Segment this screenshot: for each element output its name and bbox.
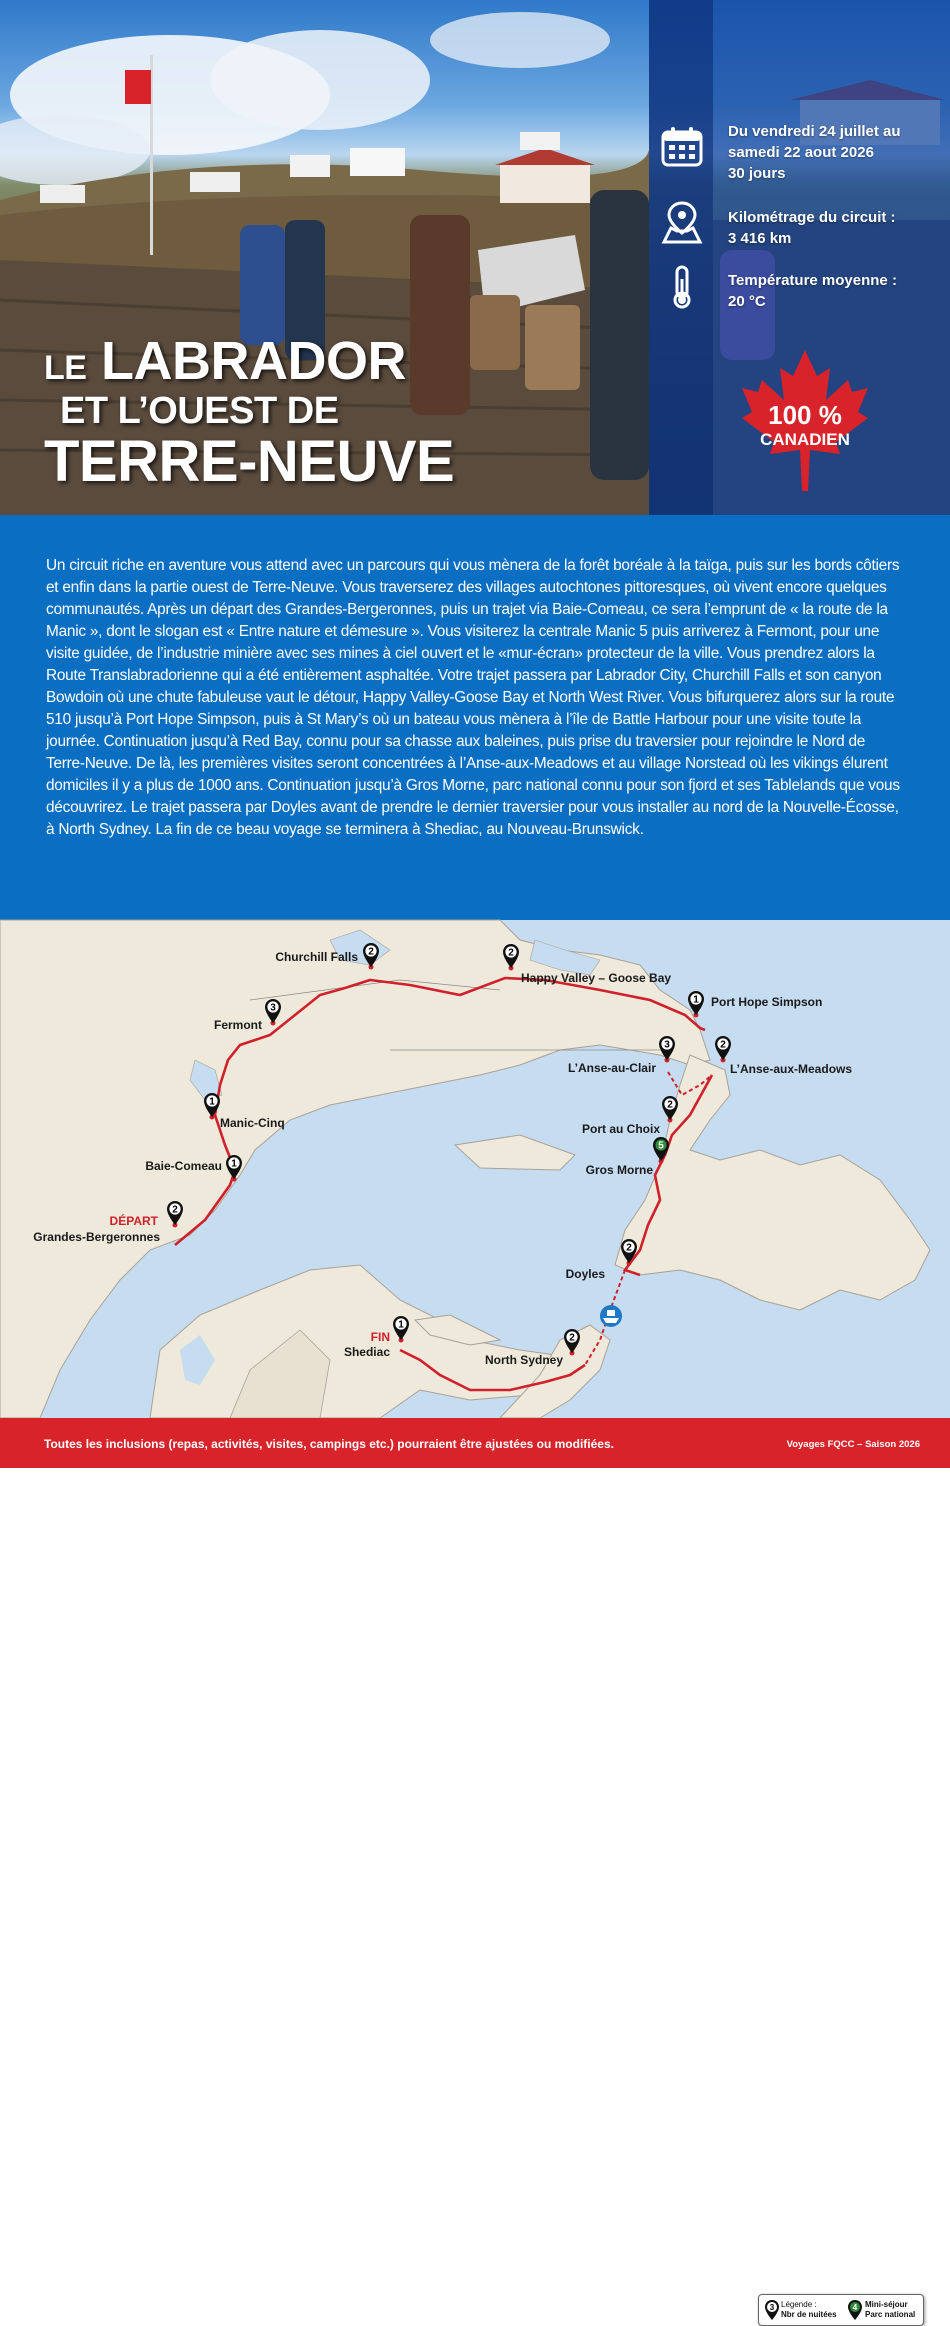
stop-label: Fermont (214, 1018, 262, 1032)
stop-label: North Sydney (484, 1353, 563, 1367)
stop-label: Grandes-Bergeronnes (33, 1230, 160, 1244)
map-legend (758, 2294, 924, 2326)
stop-label: Churchill Falls (275, 950, 358, 964)
stop-nights: 1 (209, 1096, 215, 1108)
trip-dates-line1: Du vendredi 24 juillet au (728, 123, 901, 140)
title-labrador: LABRADOR (100, 331, 406, 391)
trip-temperature-label: Température moyenne : (728, 272, 897, 289)
badge-word: CANADIEN (760, 430, 850, 449)
trip-dates-line2: samedi 22 aout 2026 (728, 144, 874, 161)
footer-bar (0, 1418, 950, 1468)
stop-nights: 3 (664, 1039, 670, 1051)
footer-note: Toutes les inclusions (repas, activités, visites, campings etc.) pourraient être ajustées ou modifiées. (44, 1437, 614, 1451)
legend-nights-label: Nbr de nuitées (781, 2310, 837, 2319)
stop-nights: 2 (626, 1242, 632, 1254)
title-le: LE (44, 349, 87, 387)
title-line3: TERRE-NEUVE (44, 429, 455, 494)
badge-percent: 100 % (768, 400, 842, 430)
stop-nights: 1 (398, 1319, 404, 1331)
trip-info-stripe (649, 0, 713, 515)
map-stop (582, 1096, 678, 1136)
map-pin-icon (715, 1036, 731, 1060)
stop-nights: 2 (569, 1332, 575, 1344)
legend-nights-pin-icon (764, 2299, 780, 2321)
stop-nights: 5 (658, 1140, 664, 1152)
stop-nights: 2 (720, 1039, 726, 1051)
stop-label: Gros Morne (585, 1163, 653, 1177)
trip-temperature (728, 270, 897, 312)
stop-nights: 2 (667, 1099, 673, 1111)
map-pin-icon (660, 200, 704, 244)
stop-nights: 2 (172, 1204, 178, 1216)
map-stop (688, 991, 822, 1018)
footer-season: Voyages FQCC – Saison 2026 (786, 1439, 920, 1450)
trip-distance (728, 207, 896, 249)
thermometer-icon (660, 265, 704, 309)
map-stop (715, 1036, 852, 1076)
description-text: Un circuit riche en aventure vous attend avec un parcours qui vous mènera de la forêt boréale à la taïga, puis sur les bords côtiers et enfin dans la partie ouest de Terre-Neuve. Vous traverserez des villages autochtones pittoresques, où vivent encore quelques communautés. Après un départ des Grandes-Bergeronnes, puis un trajet via Baie-Comeau, ce sera l’emprunt de « la route de la Manic », dont le slogan est « Entre nature et démesure ». Vous visiterez la centrale Manic 5 puis arriverez à Fermont, pour une visite guidée, de l’industrie minière avec ses mines à ciel ouvert et le «mur-écran» protecteur de la ville. Vous prendrez alors la Route Translabradorienne qui a été entièrement asphaltée. Votre trajet passera par Labrador City, Churchill Falls et son canyon Bowdoin où une chute fabuleuse vaut le détour, Happy Valley-Goose Bay et North West River. Vous bifurquerez alors sur la route 510 jusqu’à Port Hope Simpson, puis à St Mary’s où un bateau vous mènera à l’île de Battle Harbour pour une visite toute la journée. Continuation jusqu’à Red Bay, connu pour sa chasse aux baleines, puis prise du traversier pour rejoindre le Nord de Terre-Neuve. De là, les premières visites seront concentrées à l’Anse-aux-Meadows et au village Norstead où les vikings élurent domiciles il y a plus de 1000 ans. Continuation jusqu’à Gros Morne, parc national connu pour son fjord et ses Tablelands que vous découvrirez. Le trajet passera par Doyles avant de prendre le dernier traversier pour vous installer au nord de la Nouvelle-Écosse, à North Sydney. La fin de ce beau voyage se terminera à Shediac, au Nouveau-Brunswick. (46, 557, 900, 838)
legend-park-label-1: Mini-séjour (865, 2300, 908, 2309)
legend-word: Légende : (781, 2300, 817, 2309)
stop-tag: FIN (370, 1330, 390, 1344)
stop-nights: 2 (368, 946, 374, 958)
description-section (0, 515, 950, 920)
trip-distance-value: 3 416 km (728, 230, 792, 247)
hero-banner (0, 0, 950, 515)
stop-label: Port au Choix (581, 1122, 660, 1136)
stop-label: Shediac (343, 1345, 390, 1359)
trip-distance-label: Kilométrage du circuit : (728, 209, 896, 226)
trip-duration: 30 jours (728, 165, 786, 182)
stop-label: Happy Valley – Goose Bay (521, 971, 672, 985)
legend-park-sample: 4 (852, 2303, 858, 2312)
trip-temperature-value: 20 °C (728, 293, 766, 310)
stop-label: Doyles (565, 1267, 605, 1281)
stop-label: Port Hope Simpson (711, 995, 823, 1009)
legend-park-pin-icon (847, 2299, 863, 2321)
stop-label: Baie-Comeau (145, 1159, 222, 1173)
ferry-icon (600, 1305, 622, 1327)
stop-nights: 1 (693, 994, 699, 1006)
legend-nights-sample: 3 (769, 2303, 775, 2312)
stop-nights: 3 (270, 1002, 276, 1014)
legend-park-label-2: Parc national (865, 2310, 916, 2319)
stop-label: L’Anse-aux-Meadows (730, 1062, 853, 1076)
stop-nights: 2 (508, 947, 514, 959)
title-line2: ET L’OUEST DE (60, 390, 339, 432)
trip-dates (728, 121, 901, 184)
stop-tag: DÉPART (109, 1214, 158, 1228)
stop-label: L’Anse-au-Clair (567, 1061, 656, 1075)
calendar-icon (660, 125, 704, 169)
title-line1 (44, 330, 406, 392)
map-canvas (0, 920, 950, 1418)
stop-nights: 1 (231, 1158, 237, 1170)
stop-label: Manic-Cinq (220, 1116, 285, 1130)
